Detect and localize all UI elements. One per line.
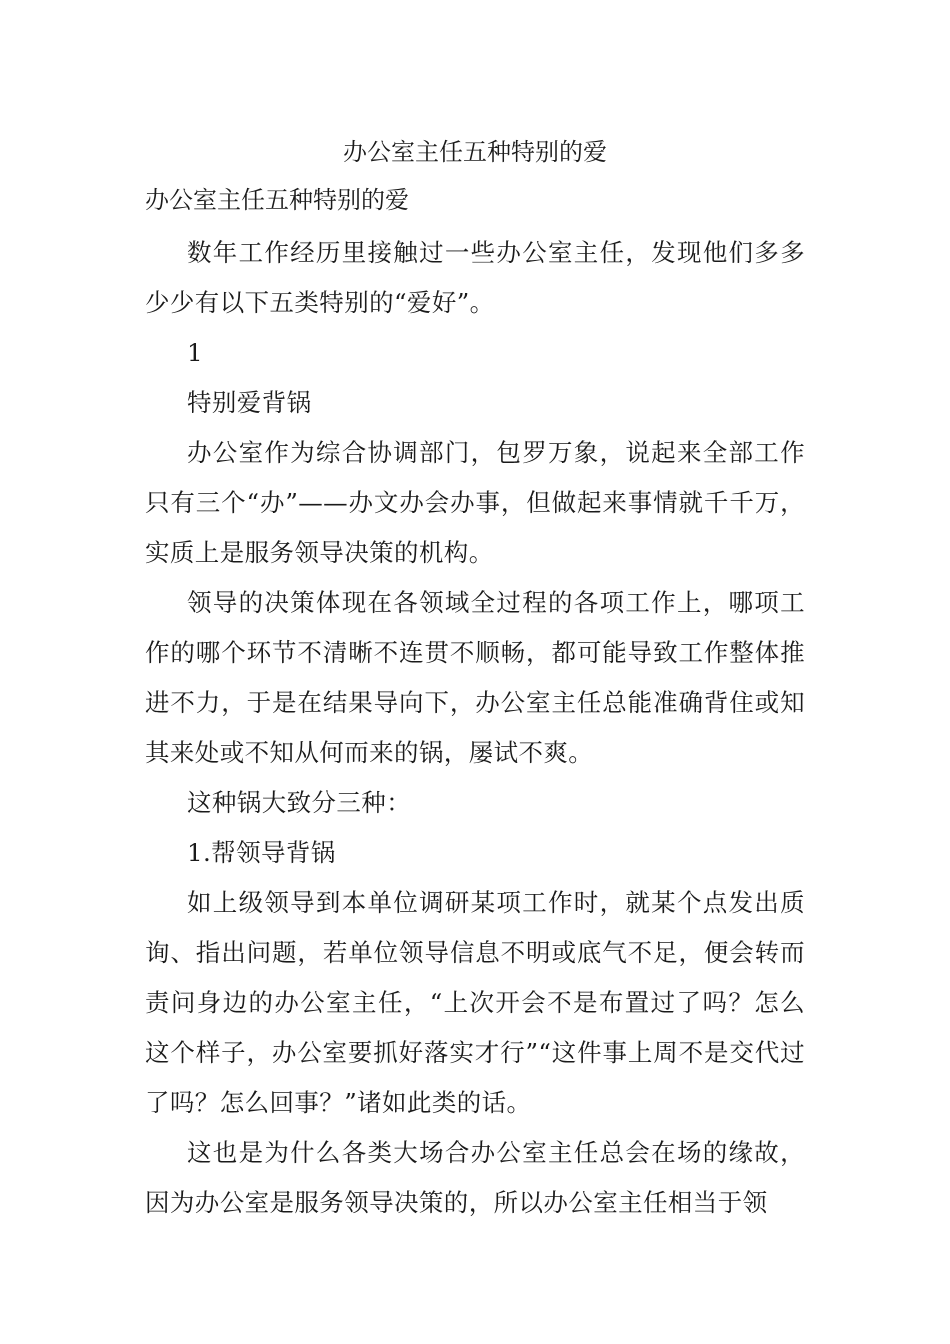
paragraph-intro: 数年工作经历里接触过一些办公室主任，发现他们多多少少有以下五类特别的“爱好”。 xyxy=(145,238,805,317)
subsection-heading: 1.帮领导背锅 xyxy=(187,838,336,867)
paragraph-example: 如上级领导到本单位调研某项工作时，就某个点发出质询、指出问题，若单位领导信息不明或底气不足，便会转而责问身边的办公室主任，“上次开会不是布置过了吗？怎么这个样子，办公室要抓好落实才行”“这件事上周不是交代过了吗？怎么回事？”诸如此类的话。 xyxy=(145,888,805,1117)
paragraph-leadership-decision: 领导的决策体现在各领域全过程的各项工作上，哪项工作的哪个环节不清晰不连贯不顺畅，都可能导致工作整体推进不力，于是在结果导向下，办公室主任总能准确背住或知其来处或不知从何而来的锅，屡试不爽。 xyxy=(145,588,805,767)
paragraph-reason: 这也是为什么各类大场合办公室主任总会在场的缘故，因为办公室是服务领导决策的，所以办公室主任相当于领 xyxy=(145,1138,805,1217)
section-heading: 特别爱背锅 xyxy=(187,388,312,417)
paragraph-office-role: 办公室作为综合协调部门，包罗万象，说起来全部工作只有三个“办”——办文办会办事，但做起来事情就千千万，实质上是服务领导决策的机构。 xyxy=(145,438,805,567)
paragraph-three-types: 这种锅大致分三种： xyxy=(187,788,412,817)
document-page xyxy=(145,128,805,1228)
document-subtitle: 办公室主任五种特别的爱 xyxy=(145,186,409,214)
document-title: 办公室主任五种特别的爱 xyxy=(343,138,607,166)
section-number: 1 xyxy=(187,338,203,367)
